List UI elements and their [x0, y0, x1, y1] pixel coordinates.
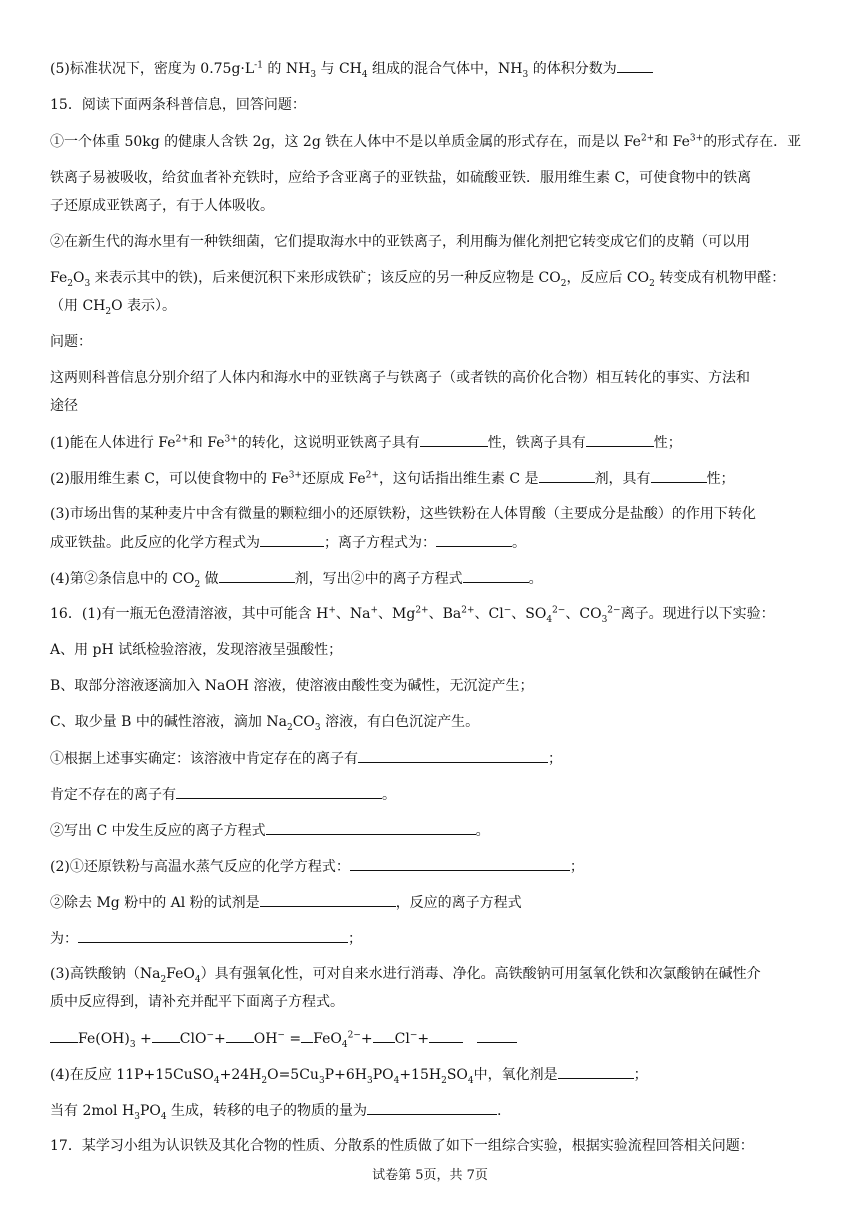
subscript: 4: [546, 614, 553, 625]
superscript: −: [503, 605, 512, 616]
answer-blank[interactable]: [429, 1028, 463, 1043]
text: .: [497, 1103, 502, 1119]
text: FeO: [166, 966, 195, 982]
text: PO: [372, 1067, 394, 1083]
subscript: 2: [194, 579, 201, 590]
text: =: [284, 1031, 302, 1047]
text: 来表示其中的铁)，后来便沉积下来形成铁矿；该反应的另一种反应物是 CO: [90, 270, 561, 286]
text: 。: [382, 787, 396, 803]
text: 、Mg: [378, 606, 416, 622]
superscript: 2−: [607, 605, 621, 616]
question-16-4-b: [50, 1100, 822, 1121]
text: 剂，具有: [594, 471, 651, 487]
text: Fe: [50, 270, 68, 286]
text: O=5Cu: [267, 1067, 319, 1083]
subscript: 3: [129, 1039, 136, 1050]
subscript: 2: [560, 278, 567, 289]
text: O 表示）。: [111, 298, 177, 314]
text: ，反应的离子方程式: [395, 895, 522, 911]
text: 的体积分数为: [528, 61, 617, 77]
answer-blank[interactable]: [219, 568, 295, 583]
question-16-2-c: [50, 928, 822, 949]
text: +: [213, 1031, 226, 1047]
answer-blank[interactable]: [558, 1064, 634, 1079]
text: +24H: [219, 1067, 262, 1083]
answer-blank[interactable]: [50, 1028, 78, 1043]
subscript: 3: [84, 278, 91, 289]
superscript: -1: [254, 60, 263, 71]
text: (4)第②条信息中的 CO: [50, 571, 195, 587]
info-2-line-3: [50, 296, 822, 316]
superscript: −: [206, 1030, 214, 1041]
superscript: 2+: [461, 605, 475, 616]
question-16-3-line-2: 质中反应得到，请补充并配平下面离子方程式。: [50, 994, 344, 1010]
text: CO: [292, 714, 315, 730]
answer-blank[interactable]: [617, 58, 653, 73]
answer-blank[interactable]: [350, 856, 570, 871]
subscript: 3: [318, 1075, 325, 1086]
text: 和 Fe: [654, 134, 690, 150]
text: 性；: [706, 471, 735, 487]
subscript: 2: [67, 278, 73, 289]
question-16-4-a: [50, 1064, 822, 1085]
text: 、Na: [335, 606, 371, 622]
question-15-3-line-2: [50, 532, 822, 553]
text: C、取少量 B 中的碱性溶液，滴加 Na: [50, 714, 287, 730]
intro-line-2: 途径: [50, 398, 78, 414]
subscript: 3: [522, 69, 529, 80]
subscript: 2: [286, 722, 293, 733]
text: ①一个体重 50kg 的健康人含铁 2g，这 2g 铁在人体中不是以单质金属的形式存在，而是以 Fe: [50, 134, 641, 150]
text: (1)能在人体进行 Fe: [50, 435, 176, 451]
subscript: 2: [649, 278, 655, 289]
text: (2)①还原铁粉与高温水蒸气反应的化学方程式：: [50, 859, 350, 875]
superscript: +: [328, 605, 336, 616]
text: 。: [512, 535, 526, 551]
superscript: 2+: [175, 434, 189, 445]
text: ，反应后 CO: [566, 270, 650, 286]
experiment-b: B、取部分溶液逐滴加入 NaOH 溶液，使溶液由酸性变为碱性，无沉淀产生；: [50, 678, 534, 694]
answer-blank[interactable]: [266, 820, 476, 835]
text: ；: [633, 1067, 648, 1083]
subscript: 4: [341, 1039, 348, 1050]
text: ClO: [179, 1031, 207, 1047]
subscript: 2: [261, 1075, 268, 1086]
text: (3)高铁酸钠（Na: [50, 966, 161, 982]
question-15-4: [50, 568, 822, 589]
text: ②除去 Mg 粉中的 Al 粉的试剂是: [50, 895, 260, 911]
info-2-line-2: [50, 268, 822, 288]
question-14-5: [50, 58, 822, 79]
text: (2)服用维生素 C，可以使食物中的 Fe: [50, 471, 289, 487]
superscript: 3+: [689, 133, 704, 144]
answer-blank[interactable]: [373, 1028, 395, 1043]
text: P+6H: [324, 1067, 367, 1083]
question-16-1-intro: [50, 604, 822, 624]
text: OH: [253, 1031, 278, 1047]
text: FeO: [313, 1031, 342, 1047]
subscript: 2: [105, 306, 112, 317]
superscript: 2−: [552, 605, 566, 616]
info-2-line-1: ②在新生代的海水里有一种铁细菌，它们提取海水中的亚铁离子，利用酶为催化剂把它转变成它们的皮鞘（可以用: [50, 234, 750, 250]
text: 、SO: [511, 606, 547, 622]
question-16-1-a: [50, 748, 822, 769]
experiment-a: A、用 pH 试纸检验溶液，发现溶液呈强酸性；: [50, 642, 343, 658]
text: 、CO: [565, 606, 602, 622]
text: ②写出 C 中发生反应的离子方程式: [50, 823, 266, 839]
superscript: −: [277, 1030, 285, 1041]
question-15-title: 15．阅读下面两条科普信息，回答问题：: [50, 97, 306, 113]
text: 肯定不存在的离子有: [50, 787, 176, 803]
answer-blank[interactable]: [436, 532, 512, 547]
subscript: 4: [467, 1075, 474, 1086]
text: 做: [200, 571, 219, 587]
question-16-2-b: [50, 892, 822, 913]
question-17-intro: 17．某学习小组为认识铁及其化合物的性质、分散系的性质做了如下一组综合实验，根据实验流程回答相关问题：: [50, 1138, 754, 1154]
text: 的 NH: [262, 61, 311, 77]
superscript: 2−: [347, 1030, 361, 1041]
question-15-2: [50, 468, 822, 489]
text: ，这句话指出维生素 C 是: [378, 471, 539, 487]
superscript: 2+: [415, 605, 429, 616]
text: 16．(1)有一瓶无色澄清溶液，其中可能含 H: [50, 606, 329, 622]
questions-label: 问题：: [50, 334, 92, 350]
subscript: 4: [393, 1075, 400, 1086]
question-16-1-c: [50, 820, 822, 841]
subscript: 3: [366, 1075, 373, 1086]
answer-blank[interactable]: [176, 784, 382, 799]
answer-blank[interactable]: [420, 432, 488, 447]
text: ；离子方程式为：: [324, 535, 436, 551]
text: 和 Fe: [188, 435, 225, 451]
text: 组成的混合气体中，NH: [367, 61, 523, 77]
text: 为：: [50, 931, 78, 947]
question-15-1: [50, 432, 822, 453]
text: 的形式存在．亚: [703, 134, 802, 150]
text: +: [360, 1031, 373, 1047]
answer-blank[interactable]: [367, 1100, 497, 1115]
text: 还原成 Fe: [301, 471, 366, 487]
text: ①根据上述事实确定：该溶液中肯定存在的离子有: [50, 751, 358, 767]
text: 剂，写出②中的离子方程式: [294, 571, 463, 587]
answer-blank[interactable]: [226, 1028, 254, 1043]
text: +15H: [399, 1067, 442, 1083]
text: 的转化，这说明亚铁离子具有: [237, 435, 420, 451]
answer-blank[interactable]: [651, 468, 707, 483]
text: (5)标准状况下，密度为 0.75g·L: [50, 61, 255, 77]
answer-blank[interactable]: [152, 1028, 180, 1043]
subscript: 2: [441, 1075, 447, 1086]
question-15-3-line-1: (3)市场出售的某种麦片中含有微量的颗粒细小的还原铁粉，这些铁粉在人体胃酸（主要成分是盐酸）的作用下转化: [50, 506, 756, 522]
subscript: 3: [601, 614, 608, 625]
info-1-line-1: [50, 132, 822, 152]
page-footer: 试卷第 5页，共 7页: [372, 1168, 488, 1183]
text: Fe(OH): [78, 1031, 130, 1047]
text: 生成，转移的电子的物质的量为: [166, 1103, 368, 1119]
subscript: 2: [160, 974, 167, 985]
text: 性，铁离子具有: [487, 435, 586, 451]
question-16-2-a: [50, 856, 822, 877]
answer-blank[interactable]: [463, 568, 529, 583]
text: 当有 2mol H: [50, 1103, 135, 1119]
subscript: 4: [160, 1111, 167, 1122]
text: +: [417, 1031, 430, 1047]
answer-blank[interactable]: [539, 468, 595, 483]
text: 。: [475, 823, 490, 839]
answer-blank[interactable]: [78, 928, 348, 943]
text: SO: [446, 1067, 468, 1083]
info-1-line-3: 子还原成亚铁离子，有于人体吸收。: [50, 198, 274, 214]
answer-blank[interactable]: [260, 532, 324, 547]
info-1-line-2: 铁离子易被吸收，给贫血者补充铁时，应给予含亚离子的亚铁盐，如硫酸亚铁．服用维生素 C，可使食物中的铁离: [50, 170, 752, 186]
subscript: 4: [194, 974, 201, 985]
superscript: −: [409, 1030, 418, 1041]
text: ；: [348, 931, 362, 947]
text: 、Cl: [474, 606, 504, 622]
text: 与 CH: [316, 61, 362, 77]
subscript: 4: [213, 1075, 220, 1086]
text: ）具有强氧化性，可对自来水进行消毒、净化。高铁酸钠可用氢氧化铁和次氯酸钠在碱性介: [200, 966, 761, 982]
text: 溶液，有白色沉淀产生。: [320, 714, 480, 730]
text: ；: [569, 859, 584, 875]
subscript: 3: [310, 69, 317, 80]
answer-blank[interactable]: [586, 432, 654, 447]
intro-line-1: 这两则科普信息分别介绍了人体内和海水中的亚铁离子与铁离子（或者铁的高价化合物）相互转化的事实、方法和: [50, 370, 750, 386]
ionic-equation: [50, 1028, 822, 1049]
text: PO: [139, 1103, 161, 1119]
superscript: +: [370, 605, 379, 616]
text: 。: [528, 571, 543, 587]
text: +: [135, 1031, 152, 1047]
subscript: 3: [314, 722, 321, 733]
answer-blank[interactable]: [301, 1028, 313, 1043]
text: 、Ba: [428, 606, 462, 622]
question-16-1-b: [50, 784, 822, 805]
superscript: 3+: [288, 470, 302, 481]
text: (4)在反应 11P+15CuSO: [50, 1067, 214, 1083]
text: 成亚铁盐。此反应的化学方程式为: [50, 535, 260, 551]
subscript: 4: [361, 69, 368, 80]
question-16-3-line-1: [50, 964, 822, 984]
text: 转变成有机物甲醛：: [654, 270, 786, 286]
text: Cl: [394, 1031, 410, 1047]
text: O: [72, 270, 85, 286]
answer-blank[interactable]: [260, 892, 396, 907]
superscript: 3+: [224, 434, 238, 445]
text: 中，氧化剂是: [473, 1067, 558, 1083]
text: 性；: [653, 435, 682, 451]
superscript: 2+: [365, 470, 379, 481]
text: 离子。现进行以下实验：: [620, 606, 775, 622]
answer-blank[interactable]: [358, 748, 548, 763]
text: （用 CH: [50, 298, 106, 314]
answer-blank[interactable]: [477, 1028, 517, 1043]
superscript: 2+: [640, 133, 655, 144]
experiment-c: [50, 712, 822, 732]
subscript: 3: [134, 1111, 140, 1122]
text: ；: [548, 751, 562, 767]
